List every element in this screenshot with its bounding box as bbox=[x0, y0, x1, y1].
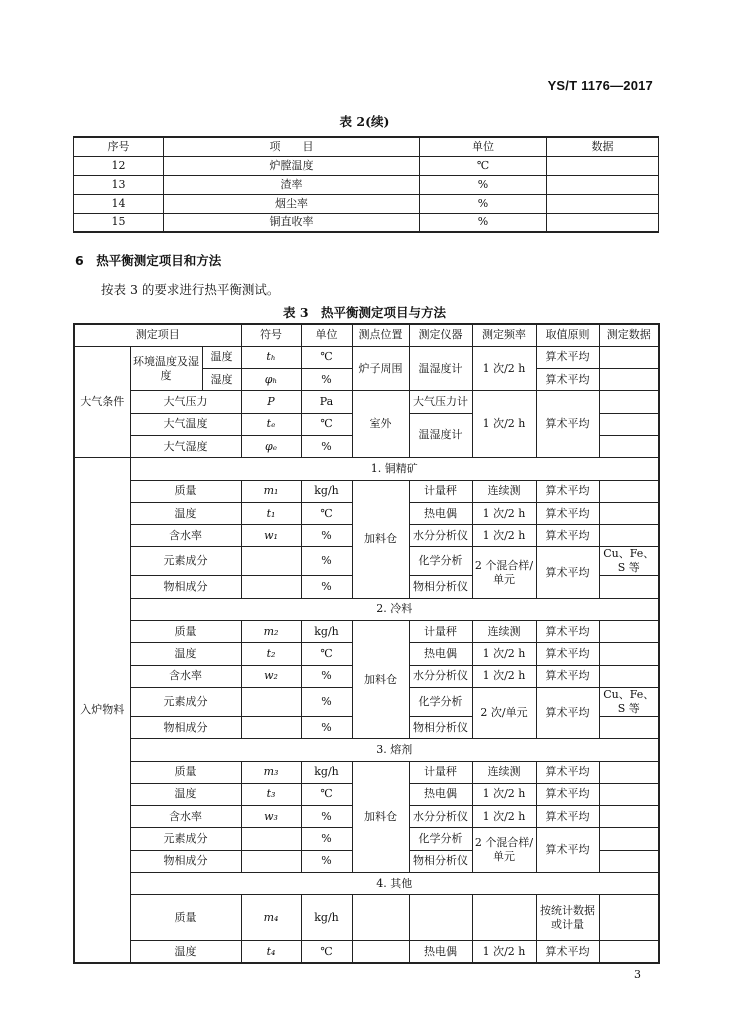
cell: 元素成分 bbox=[130, 687, 241, 716]
cell bbox=[472, 895, 536, 941]
cell bbox=[599, 643, 659, 665]
cell: 含水率 bbox=[130, 525, 241, 547]
cell: 炉子周围 bbox=[352, 346, 409, 391]
cell bbox=[599, 369, 659, 391]
cell: 温度 bbox=[130, 643, 241, 665]
cell bbox=[241, 687, 301, 716]
group-label: 大气条件 bbox=[74, 346, 130, 457]
group-label: 入炉物料 bbox=[74, 458, 130, 963]
cell: 1 次/2 h bbox=[472, 346, 536, 391]
col-header: 测定项目 bbox=[74, 324, 241, 346]
cell: 算术平均 bbox=[536, 346, 599, 368]
cell: % bbox=[301, 576, 352, 598]
cell: 温湿度计 bbox=[409, 346, 472, 391]
cell: 1 次/2 h bbox=[472, 525, 536, 547]
cell bbox=[599, 480, 659, 502]
cell: 按统计数据或计量 bbox=[536, 895, 599, 941]
cell: 物相分析仪 bbox=[409, 850, 472, 872]
cell: % bbox=[301, 665, 352, 687]
cell: 温度 bbox=[130, 502, 241, 524]
cell bbox=[547, 156, 659, 175]
cell bbox=[599, 828, 659, 850]
cell: ℃ bbox=[420, 156, 547, 175]
cell bbox=[241, 576, 301, 598]
cell: 质量 bbox=[130, 621, 241, 643]
cell bbox=[241, 828, 301, 850]
cell bbox=[599, 525, 659, 547]
cell bbox=[352, 941, 409, 963]
cell: 水分分析仪 bbox=[409, 665, 472, 687]
cell: 温度 bbox=[130, 941, 241, 963]
page-number: 3 bbox=[634, 968, 641, 981]
cell: 算术平均 bbox=[536, 806, 599, 828]
section-row bbox=[74, 598, 659, 620]
symbol: m₄ bbox=[263, 910, 279, 924]
section-row bbox=[74, 873, 659, 895]
cell bbox=[547, 175, 659, 194]
cell: 算术平均 bbox=[536, 941, 599, 963]
table3-caption: 表 3 热平衡测定项目与方法 bbox=[282, 305, 447, 320]
cell: 计量秤 bbox=[409, 621, 472, 643]
cell: % bbox=[301, 369, 352, 391]
section-row bbox=[74, 739, 659, 761]
cell bbox=[599, 895, 659, 941]
symbol: tₑ bbox=[266, 417, 276, 431]
cell: kg/h bbox=[301, 761, 352, 783]
symbol: P bbox=[267, 395, 275, 409]
col-header: 测点位置 bbox=[352, 324, 409, 346]
cell: 炉膛温度 bbox=[164, 156, 420, 175]
table-row bbox=[74, 621, 659, 643]
cell: 温度 bbox=[130, 783, 241, 805]
symbol: t₄ bbox=[266, 944, 276, 958]
cell: 算术平均 bbox=[536, 828, 599, 873]
cell bbox=[599, 391, 659, 413]
cell bbox=[241, 502, 301, 524]
cell: ℃ bbox=[301, 941, 352, 963]
cell: 大气压力计 bbox=[409, 391, 472, 413]
table-row bbox=[74, 194, 659, 213]
cell: 大气压力 bbox=[130, 391, 241, 413]
cell: 热电偶 bbox=[409, 941, 472, 963]
cell bbox=[547, 213, 659, 232]
cell: 1 次/2 h bbox=[472, 502, 536, 524]
cell bbox=[599, 346, 659, 368]
cell: 1 次/2 h bbox=[472, 665, 536, 687]
cell: 热电偶 bbox=[409, 502, 472, 524]
cell: 算术平均 bbox=[536, 525, 599, 547]
table-2 bbox=[73, 136, 659, 233]
cell: 元素成分 bbox=[130, 547, 241, 576]
cell: ℃ bbox=[301, 643, 352, 665]
cell: 化学分析 bbox=[409, 547, 472, 576]
cell: 算术平均 bbox=[536, 665, 599, 687]
cell: 湿度 bbox=[202, 369, 241, 391]
cell bbox=[241, 480, 301, 502]
section-title: 4. 其他 bbox=[130, 873, 659, 895]
cell: kg/h bbox=[301, 621, 352, 643]
cell: 水分分析仪 bbox=[409, 525, 472, 547]
cell: % bbox=[301, 435, 352, 457]
cell: 渣率 bbox=[164, 175, 420, 194]
table-row bbox=[74, 895, 659, 941]
symbol: m₃ bbox=[263, 765, 279, 779]
cell: % bbox=[420, 213, 547, 232]
cell: 质量 bbox=[130, 480, 241, 502]
cell: kg/h bbox=[301, 480, 352, 502]
table-3 bbox=[73, 323, 660, 964]
section-heading: 6 热平衡测定项目和方法 bbox=[75, 253, 222, 268]
cell: 含水率 bbox=[130, 665, 241, 687]
cell: 算术平均 bbox=[536, 391, 599, 458]
cell bbox=[547, 194, 659, 213]
col-header: 取值原则 bbox=[536, 324, 599, 346]
cell: % bbox=[420, 194, 547, 213]
cell: 化学分析 bbox=[409, 828, 472, 850]
cell bbox=[599, 435, 659, 457]
cell bbox=[241, 716, 301, 738]
cell: 算术平均 bbox=[536, 783, 599, 805]
cell: ℃ bbox=[301, 346, 352, 368]
symbol: m₂ bbox=[263, 624, 279, 638]
section-paragraph: 按表 3 的要求进行热平衡测试。 bbox=[101, 282, 280, 297]
cell: 1 次/2 h bbox=[472, 783, 536, 805]
cell: 烟尘率 bbox=[164, 194, 420, 213]
cell: 连续测 bbox=[472, 761, 536, 783]
cell bbox=[599, 413, 659, 435]
section-title: 1. 铜精矿 bbox=[130, 458, 659, 480]
cell bbox=[241, 435, 301, 457]
standard-number: YS/T 1176—2017 bbox=[547, 78, 653, 93]
cell bbox=[352, 895, 409, 941]
cell: 算术平均 bbox=[536, 643, 599, 665]
table-row bbox=[74, 175, 659, 194]
cell: 物相成分 bbox=[130, 850, 241, 872]
cell: % bbox=[301, 525, 352, 547]
cell: 算术平均 bbox=[536, 480, 599, 502]
cell: 1 次/2 h bbox=[472, 643, 536, 665]
cell: Cu、Fe、S 等 bbox=[599, 547, 659, 576]
cell: 2 个混合样/单元 bbox=[472, 547, 536, 598]
cell: 13 bbox=[74, 175, 164, 194]
cell: % bbox=[301, 716, 352, 738]
cell: % bbox=[301, 828, 352, 850]
cell: 算术平均 bbox=[536, 502, 599, 524]
col-header: 数据 bbox=[547, 137, 659, 156]
cell bbox=[599, 806, 659, 828]
symbol: t₃ bbox=[266, 787, 276, 801]
cell: 算术平均 bbox=[536, 687, 599, 738]
table-row bbox=[74, 346, 659, 368]
cell bbox=[599, 665, 659, 687]
cell: 算术平均 bbox=[536, 547, 599, 598]
cell: 元素成分 bbox=[130, 828, 241, 850]
symbol: w₁ bbox=[264, 528, 278, 542]
cell: 化学分析 bbox=[409, 687, 472, 716]
symbol: tₕ bbox=[266, 350, 276, 364]
cell bbox=[599, 576, 659, 598]
cell bbox=[241, 525, 301, 547]
cell bbox=[599, 502, 659, 524]
cell: 温湿度计 bbox=[409, 413, 472, 458]
cell: % bbox=[301, 687, 352, 716]
cell: ℃ bbox=[301, 502, 352, 524]
table-row bbox=[74, 941, 659, 963]
cell: 加料仓 bbox=[352, 761, 409, 872]
section-row bbox=[74, 458, 659, 480]
cell: Pa bbox=[301, 391, 352, 413]
symbol: w₂ bbox=[264, 669, 278, 683]
cell bbox=[241, 850, 301, 872]
col-header: 测定仪器 bbox=[409, 324, 472, 346]
cell: 物相分析仪 bbox=[409, 716, 472, 738]
table-row bbox=[74, 156, 659, 175]
table-header-row bbox=[74, 324, 659, 346]
cell: 温度 bbox=[202, 346, 241, 368]
cell: 水分分析仪 bbox=[409, 806, 472, 828]
cell bbox=[241, 806, 301, 828]
table-row bbox=[74, 761, 659, 783]
cell bbox=[241, 895, 301, 941]
cell: 计量秤 bbox=[409, 761, 472, 783]
cell: 加料仓 bbox=[352, 480, 409, 598]
cell: % bbox=[420, 175, 547, 194]
cell: 1 次/2 h bbox=[472, 391, 536, 458]
col-header: 符号 bbox=[241, 324, 301, 346]
cell: 12 bbox=[74, 156, 164, 175]
col-header: 项 目 bbox=[164, 137, 420, 156]
symbol: φₑ bbox=[265, 439, 277, 453]
cell: 1 次/2 h bbox=[472, 941, 536, 963]
cell bbox=[409, 895, 472, 941]
cell bbox=[599, 761, 659, 783]
cell bbox=[599, 783, 659, 805]
cell bbox=[241, 391, 301, 413]
table-row bbox=[74, 480, 659, 502]
symbol: t₂ bbox=[266, 647, 276, 660]
table-row bbox=[74, 213, 659, 232]
cell: 15 bbox=[74, 213, 164, 232]
cell: 铜直收率 bbox=[164, 213, 420, 232]
cell bbox=[241, 665, 301, 687]
cell: 质量 bbox=[130, 761, 241, 783]
cell: 2 次/单元 bbox=[472, 687, 536, 738]
cell: 大气湿度 bbox=[130, 435, 241, 457]
cell: % bbox=[301, 806, 352, 828]
symbol: w₃ bbox=[264, 809, 278, 823]
cell: 1 次/2 h bbox=[472, 806, 536, 828]
cell bbox=[599, 621, 659, 643]
cell: 室外 bbox=[352, 391, 409, 458]
col-header: 测定数据 bbox=[599, 324, 659, 346]
ambient-label: 环境温度及湿度 bbox=[130, 346, 202, 391]
cell: % bbox=[301, 547, 352, 576]
section-title: 2. 冷料 bbox=[130, 598, 659, 620]
cell: Cu、Fe、S 等 bbox=[599, 687, 659, 716]
table-header-row bbox=[74, 137, 659, 156]
cell bbox=[599, 941, 659, 963]
cell: kg/h bbox=[301, 895, 352, 941]
cell: 14 bbox=[74, 194, 164, 213]
cell bbox=[241, 621, 301, 643]
symbol: m₁ bbox=[263, 484, 279, 498]
cell: 算术平均 bbox=[536, 369, 599, 391]
cell: % bbox=[301, 850, 352, 872]
cell: 大气温度 bbox=[130, 413, 241, 435]
cell: 算术平均 bbox=[536, 761, 599, 783]
cell bbox=[241, 413, 301, 435]
cell: 加料仓 bbox=[352, 621, 409, 739]
cell bbox=[241, 761, 301, 783]
cell: 物相成分 bbox=[130, 716, 241, 738]
cell bbox=[241, 783, 301, 805]
table2-caption: 表 2(续) bbox=[339, 114, 390, 129]
cell: 含水率 bbox=[130, 806, 241, 828]
cell bbox=[241, 547, 301, 576]
cell bbox=[599, 850, 659, 872]
cell: 连续测 bbox=[472, 621, 536, 643]
cell: ℃ bbox=[301, 413, 352, 435]
cell bbox=[241, 643, 301, 665]
section-title: 3. 熔剂 bbox=[130, 739, 659, 761]
cell bbox=[241, 941, 301, 963]
cell: 2 个混合样/单元 bbox=[472, 828, 536, 873]
col-header: 序号 bbox=[74, 137, 164, 156]
symbol: t₁ bbox=[266, 506, 276, 520]
cell: 热电偶 bbox=[409, 643, 472, 665]
col-header: 单位 bbox=[301, 324, 352, 346]
table-row bbox=[74, 391, 659, 413]
symbol: φₕ bbox=[264, 372, 278, 386]
cell: 热电偶 bbox=[409, 783, 472, 805]
cell: 计量秤 bbox=[409, 480, 472, 502]
cell: 质量 bbox=[130, 895, 241, 941]
cell: 连续测 bbox=[472, 480, 536, 502]
cell bbox=[241, 369, 301, 391]
cell bbox=[241, 346, 301, 368]
cell bbox=[599, 716, 659, 738]
cell: ℃ bbox=[301, 783, 352, 805]
cell: 物相分析仪 bbox=[409, 576, 472, 598]
cell: 物相成分 bbox=[130, 576, 241, 598]
cell: 算术平均 bbox=[536, 621, 599, 643]
col-header: 测定频率 bbox=[472, 324, 536, 346]
col-header: 单位 bbox=[420, 137, 547, 156]
